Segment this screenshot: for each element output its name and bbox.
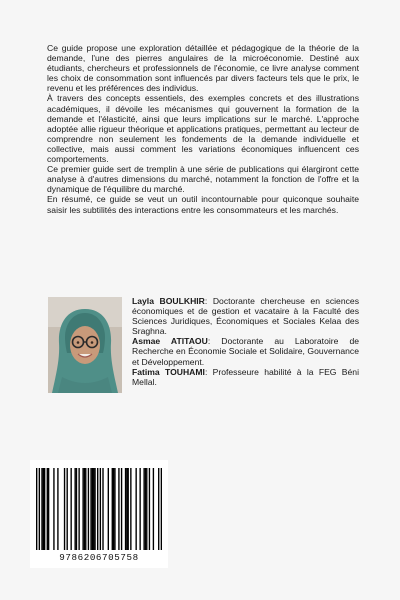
barcode-bar [76, 468, 77, 550]
barcode-bar [47, 468, 48, 550]
author-description: : Professeure habilité à la FEG Béni Mellal. [132, 366, 359, 387]
barcode-bars [36, 468, 162, 550]
barcode-bar [158, 468, 159, 550]
barcode-bar [135, 468, 136, 550]
barcode-bar [102, 468, 103, 550]
barcode-bar [74, 468, 75, 550]
book-summary [47, 43, 359, 215]
barcode-bar [94, 468, 95, 550]
barcode-bar [70, 468, 71, 550]
barcode-bar [64, 468, 65, 550]
barcode-bar [92, 468, 93, 550]
summary-paragraph: En résumé, ce guide se veut un outil incontournable pour quiconque souhaite saisir les subtilités des interactions entre les consommateurs et les marchés. [47, 194, 359, 215]
barcode-bar [161, 468, 162, 550]
author-bio [132, 367, 359, 387]
barcode-bar [108, 468, 109, 550]
barcode-bar [143, 468, 144, 550]
barcode-bar [121, 468, 122, 550]
isbn-number: 9786206705758 [59, 552, 139, 563]
barcode-bar [53, 468, 54, 550]
barcode-bar [36, 468, 37, 550]
author-name: Fatima TOUHAMI [132, 366, 205, 377]
author-bio [132, 296, 359, 336]
barcode-bar [145, 468, 146, 550]
barcode-bar [93, 468, 94, 550]
barcode-bar [67, 468, 68, 550]
author-name: Layla BOULKHIR [132, 296, 205, 306]
barcode-bar [130, 468, 131, 550]
author-name: Asmae ATITAOU [132, 336, 208, 347]
barcode-bar [84, 468, 85, 550]
barcode-bar [88, 468, 89, 550]
barcode-bar [43, 468, 44, 550]
author-bios [132, 296, 359, 387]
barcode-bar [118, 468, 119, 550]
barcode-bar [82, 468, 83, 550]
author-bio [132, 336, 359, 366]
barcode-bar [39, 468, 40, 550]
barcode-bar [41, 468, 42, 550]
summary-paragraph: Ce guide propose une exploration détaillée et pédagogique de la théorie de la demande, l'une des pierres angulaires de la microéconomie. Destiné aux étudiants, chercheurs et professionnels de l'économie, ce livre analyse comment les choix de consommation sont influencés par divers facteurs tels que le prix, le revenu et les préférences des individus. [47, 43, 359, 94]
barcode-bar [126, 468, 127, 550]
barcode-bar [78, 468, 79, 550]
barcode-bar [139, 468, 140, 550]
isbn-barcode [30, 460, 168, 568]
barcode-bar [44, 468, 45, 550]
barcode-bar [48, 468, 49, 550]
author-portrait-icon [48, 297, 122, 393]
barcode-bar [112, 468, 113, 550]
summary-paragraph: Ce premier guide sert de tremplin à une série de publications qui élargiront cette analyse à d'autres dimensions du marché, notamment la fonction de l'offre et la dynamique de l'équilibre du marché. [47, 164, 359, 195]
barcode-bar [57, 468, 58, 550]
author-description: : Doctorante au Laboratoire de Recherche en Économie Sociale et Solidaire, Gouvernance et Développement. [132, 336, 359, 367]
barcode-bar [128, 468, 129, 550]
summary-paragraph: À travers des concepts essentiels, des exemples concrets et des illustrations académiques, il dévoile les mécanismes qui gouvernent la formation de la demande et l'élasticité, ainsi que leurs implications sur le marché. L'approche adoptée allie rigueur théorique et applications pratiques, permettant au lecteur de comprendre non seulement les fondements de la demande individuelle et collective, mais aussi comment les variations économiques influencent ces comportements. [47, 93, 359, 165]
barcode-bar [146, 468, 147, 550]
barcode-bar [113, 468, 114, 550]
barcode-bar [97, 468, 98, 550]
author-photo [48, 297, 122, 393]
barcode-bar [85, 468, 86, 550]
barcode-bar [114, 468, 115, 550]
author-description: : Doctorante chercheuse en sciences économiques et de gestion et vacataire à la Faculté des Sciences Juridiques, Économiques et Sociales Kelaa des Sraghna. [132, 296, 359, 337]
barcode-bar [149, 468, 150, 550]
barcode-bar [90, 468, 91, 550]
barcode-bar [153, 468, 154, 550]
barcode-bar [125, 468, 126, 550]
barcode-bar [100, 468, 101, 550]
